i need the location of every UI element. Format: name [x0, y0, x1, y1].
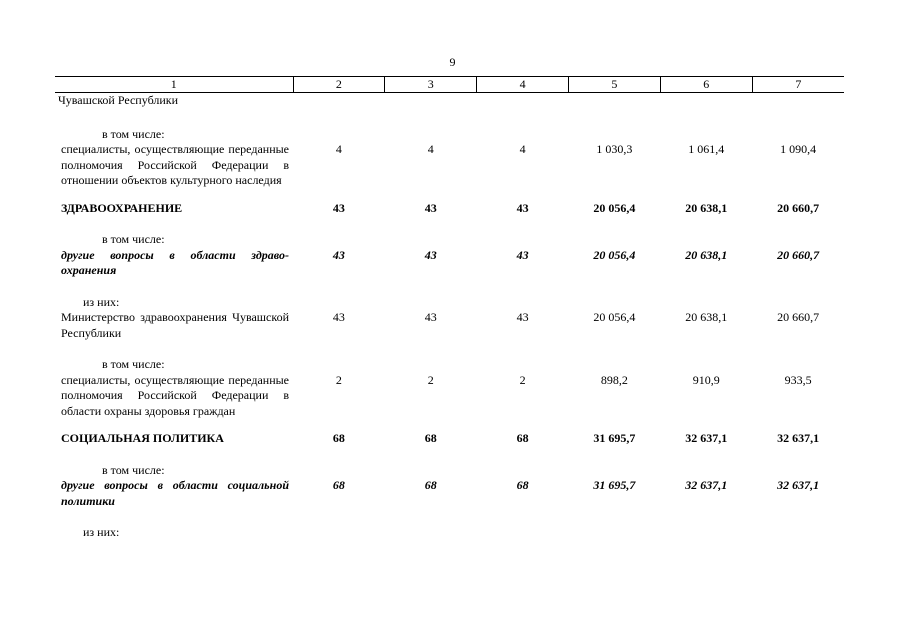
- cell-value: 32 637,1: [685, 431, 728, 445]
- cell-value: 43: [332, 200, 345, 215]
- row-intro: в том числе:: [102, 232, 165, 246]
- table-row: [55, 93, 844, 109]
- row-name: Министерство здравоохранения Чувашской Республики: [61, 310, 289, 340]
- cell-value: 4: [335, 142, 342, 156]
- row-intro: в том числе:: [102, 126, 165, 141]
- cell-value: 20 660,7: [777, 247, 820, 262]
- cell-value: 68: [332, 478, 345, 492]
- cell-value: 68: [332, 431, 345, 445]
- row-name: ЗДРАВООХРАНЕНИЕ: [61, 200, 183, 215]
- column-header-6: 6: [660, 77, 752, 93]
- table-row: [55, 142, 844, 189]
- cell-value: 898,2: [600, 372, 628, 387]
- cell-value: 32 637,1: [685, 478, 728, 492]
- cell-value: 2: [519, 372, 526, 387]
- row-name: другие вопросы в области здравоохранения: [61, 247, 289, 277]
- table-row-intro: [55, 463, 844, 479]
- cell-value: 933,5: [784, 372, 812, 387]
- cell-value: 68: [424, 478, 437, 492]
- table-row-intro: [55, 525, 844, 541]
- cell-value: 910,9: [692, 372, 720, 387]
- row-intro: из них:: [83, 525, 120, 539]
- cell-value: 43: [424, 200, 437, 215]
- row-name: специалисты, осуществляющие переданные полномочия Российской Федерации в области охраны здоровья граждан: [61, 372, 289, 418]
- table-row-intro: [55, 357, 844, 373]
- cell-value: 20 660,7: [777, 310, 820, 324]
- column-header-7: 7: [752, 77, 844, 93]
- table-header: [55, 77, 844, 93]
- cell-value: 43: [332, 310, 345, 324]
- table-row-intro: [55, 127, 844, 143]
- budget-table: [55, 76, 844, 541]
- table-row: [55, 478, 844, 509]
- cell-value: 43: [424, 247, 437, 262]
- table-row: [55, 373, 844, 420]
- cell-value: 43: [516, 200, 529, 215]
- row-intro: в том числе:: [102, 357, 165, 371]
- row-intro: из них:: [83, 294, 120, 309]
- row-intro: в том числе:: [102, 462, 165, 477]
- row-name: Чувашской Республики: [58, 93, 179, 107]
- cell-value: 20 056,4: [593, 310, 636, 324]
- cell-value: 4: [519, 142, 526, 156]
- row-name: специалисты, осуществляющие переданные полномочия Российской Федерации в отношении объектов культурного наследия: [61, 142, 289, 187]
- cell-value: 68: [424, 431, 437, 445]
- column-header-1: 1: [55, 77, 293, 93]
- table-row: [55, 201, 844, 217]
- table-body: [55, 93, 844, 541]
- table-row: [55, 248, 844, 279]
- cell-value: 32 637,1: [777, 431, 820, 445]
- cell-value: 68: [516, 431, 529, 445]
- row-name: СОЦИАЛЬНАЯ ПОЛИТИКА: [61, 431, 224, 445]
- cell-value: 1 090,4: [780, 142, 817, 156]
- table-row: [55, 431, 844, 447]
- cell-value: 2: [427, 372, 434, 387]
- cell-value: 2: [335, 372, 342, 387]
- cell-value: 20 638,1: [685, 200, 728, 215]
- cell-value: 32 637,1: [777, 478, 820, 492]
- cell-value: 1 030,3: [596, 142, 633, 156]
- row-name: другие вопросы в области социальной политики: [61, 478, 289, 508]
- cell-value: 31 695,7: [593, 478, 636, 492]
- table-row-intro: [55, 295, 844, 311]
- cell-value: 68: [516, 478, 529, 492]
- cell-value: 31 695,7: [593, 431, 636, 445]
- column-header-4: 4: [477, 77, 569, 93]
- column-header-3: 3: [385, 77, 477, 93]
- cell-value: 43: [516, 247, 529, 262]
- cell-value: 20 660,7: [777, 200, 820, 215]
- cell-value: 20 056,4: [593, 247, 636, 262]
- page-number: 9: [449, 55, 456, 69]
- table-row: [55, 310, 844, 341]
- header-row: [55, 77, 844, 93]
- column-header-2: 2: [293, 77, 385, 93]
- cell-value: 43: [516, 310, 529, 324]
- cell-value: 20 638,1: [685, 310, 728, 324]
- cell-value: 20 056,4: [593, 200, 636, 215]
- cell-value: 20 638,1: [685, 247, 728, 262]
- cell-value: 43: [332, 247, 345, 262]
- table-row-intro: [55, 232, 844, 248]
- cell-value: 43: [424, 310, 437, 324]
- cell-value: 4: [427, 142, 434, 156]
- cell-value: 1 061,4: [688, 142, 725, 156]
- column-header-5: 5: [568, 77, 660, 93]
